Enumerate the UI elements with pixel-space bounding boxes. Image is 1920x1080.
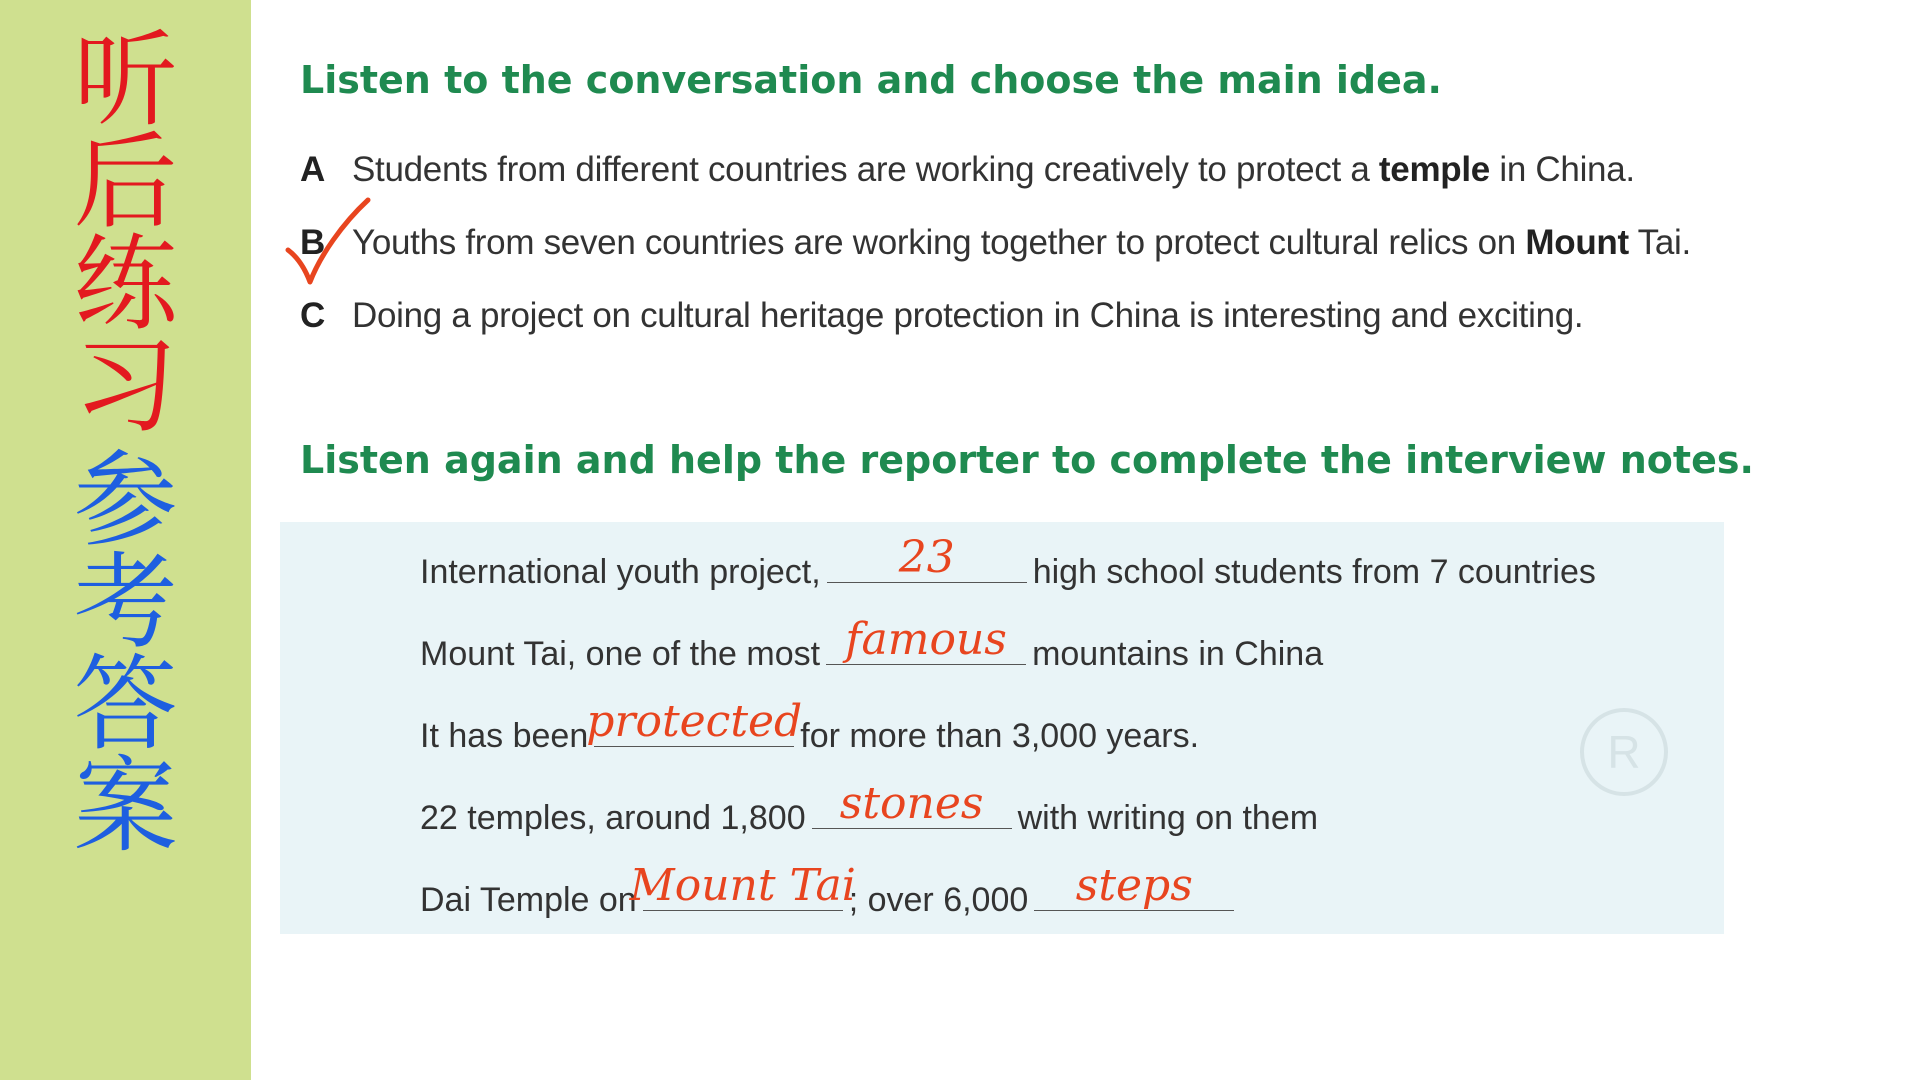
note-text: for more than 3,000 years. [800,717,1200,755]
sidebar-title-listening-practice [0,19,251,447]
blank-field[interactable] [1034,860,1234,911]
sidebar-char: 习 [73,325,178,447]
sidebar [0,0,251,1080]
handwritten-answer: famous [845,614,1007,665]
registered-mark: R [1580,708,1668,796]
note-text: It has been [420,717,589,755]
handwritten-answer: 23 [898,532,955,583]
note-line-3 [420,696,1200,756]
option-letter: B [300,223,325,262]
option-text: Students from different countries are working creatively to protect a [352,150,1379,189]
handwritten-answer: stones [839,778,984,829]
handwritten-answer: steps [1075,860,1193,911]
option-a[interactable] [300,150,1635,190]
option-letter: C [300,296,325,335]
note-line-4 [420,778,1319,838]
blank-field[interactable] [812,778,1012,829]
blank-field[interactable] [827,532,1027,583]
option-bold-word: temple [1378,150,1490,189]
option-text-end: Tai. [1628,223,1691,262]
note-text: 22 temples, around 1,800 [420,799,806,837]
interview-notes-box [280,522,1724,934]
option-bold-word: Mount [1525,223,1629,262]
handwritten-answer: Mount Tai [629,860,856,911]
sidebar-title-answers [0,439,251,867]
checkmark-icon [284,196,374,292]
sidebar-char: 案 [73,745,178,867]
note-text: high school students from 7 countries [1032,553,1596,591]
sidebar-char: 答 [73,643,178,765]
sidebar-char: 后 [73,121,178,243]
option-b[interactable] [300,223,1691,263]
option-c[interactable] [300,296,1583,336]
note-text: International youth project, [420,553,821,591]
note-text: ; over 6,000 [848,881,1029,919]
note-text: mountains in China [1032,635,1324,673]
handwritten-answer: protected [586,696,803,747]
note-line-2 [420,614,1324,674]
note-text: with writing on them [1017,799,1319,837]
note-text: Mount Tai, one of the most [420,635,821,673]
option-letter: A [300,150,325,189]
blank-field[interactable] [629,860,856,911]
sidebar-char: 听 [73,19,178,141]
interview-notes-heading: Listen again and help the reporter to complete the interview notes. [300,438,1754,482]
note-line-5 [420,860,1240,920]
sidebar-char: 参 [73,439,178,561]
blank-field[interactable] [826,614,1026,665]
main-idea-heading: Listen to the conversation and choose the main idea. [300,58,1442,102]
blank-field[interactable] [586,696,803,747]
option-text: Youths from seven countries are working together to protect cultural relics on [352,223,1526,262]
option-text: Doing a project on cultural heritage protection in China is interesting and exciting. [352,296,1584,335]
note-line-1 [420,532,1596,592]
sidebar-char: 考 [73,541,178,663]
sidebar-char: 练 [73,223,178,345]
option-text-end: in China. [1489,150,1635,189]
note-text: Dai Temple on [420,881,637,919]
